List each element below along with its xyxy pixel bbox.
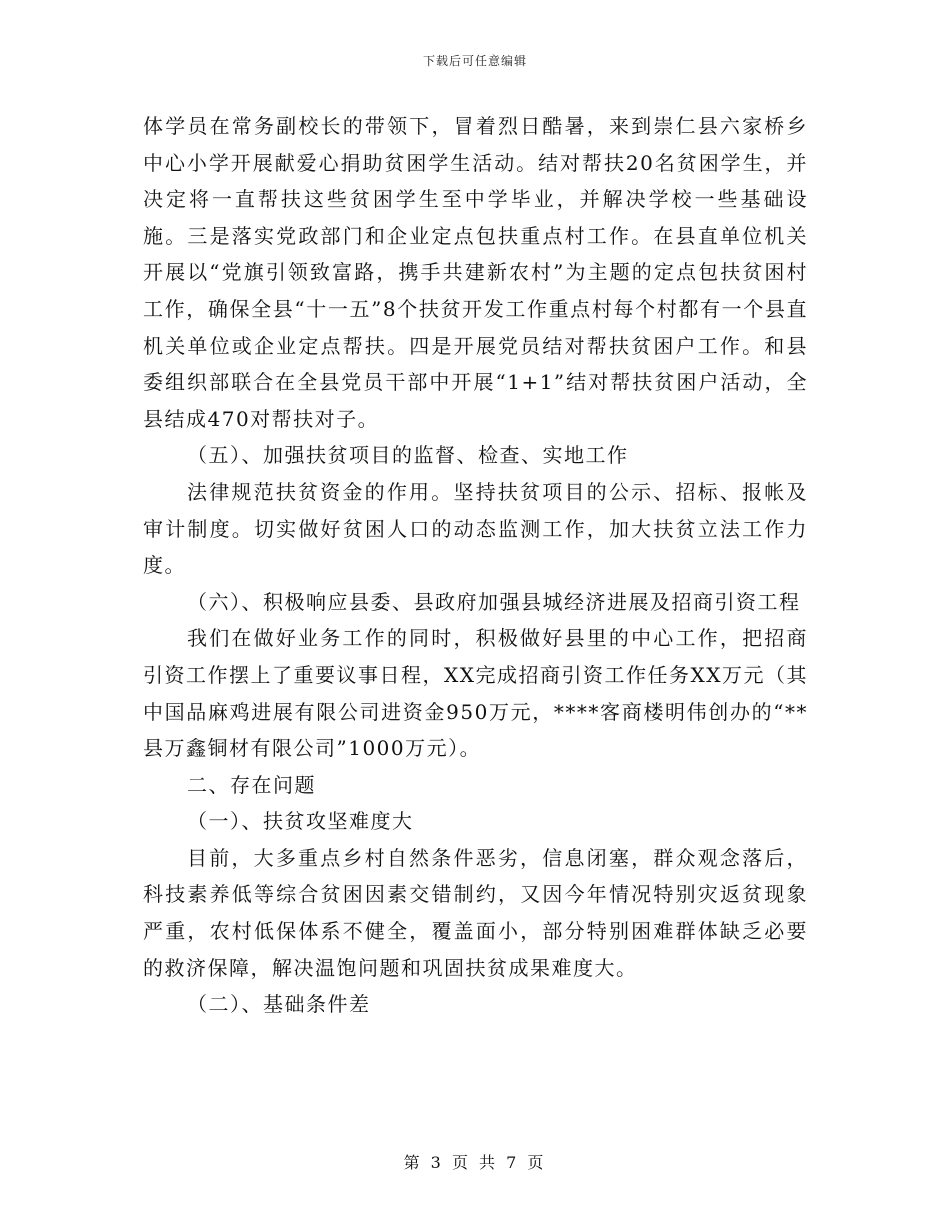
section-heading-problem-2: （二）、基础条件差 [187, 992, 371, 1017]
paragraph-supervision: 法律规范扶贫资金的作用。坚持扶贫项目的公示、招标、报帐及审计制度。切实做好贫困人口的动态监测工作，加大扶贫立法工作力度。 [143, 479, 808, 578]
paragraph-investment: 我们在做好业务工作的同时，积极做好县里的中心工作，把招商引资工作摆上了重要议事日程，XX完成招商引资工作任务XX万元（其中国品麻鸡进展有限公司进资金950万元，****客商楼明伟创办的“**县万鑫铜材有限公司”1000万元）。 [143, 626, 808, 761]
paragraph-difficulty: 目前，大多重点乡村自然条件恶劣，信息闭塞，群众观念落后，科技素养低等综合贫困因素交错制约，又因今年情况特别灾返贫现象严重，农村低保体系不健全，覆盖面小，部分特别困难群体缺乏必要的救济保障，解决温饱问题和巩固扶贫成果难度大。 [143, 845, 808, 980]
paragraph-continuation: 体学员在常务副校长的带领下，冒着烈日酷暑，来到崇仁县六家桥乡中心小学开展献爱心捐助贫困学生活动。结对帮扶20名贫困学生，并决定将一直帮扶这些贫困学生至中学毕业，并解决学校一些基础设施。三是落实党政部门和企业定点包扶重点村工作。在县直单位机关开展以“党旗引领致富路，携手共建新农村”为主题的定点包扶贫困村工作，确保全县“十一五”8个扶贫开发工作重点村每个村都有一个县直机关单位或企业定点帮扶。四是开展党员结对帮扶贫困户工作。和县委组织部联合在全县党员干部中开展“1+1”结对帮扶贫困户活动，全县结成470对帮扶对子。 [143, 114, 808, 431]
section-heading-6: （六）、积极响应县委、县政府加强县城经济进展及招商引资工程 [187, 589, 801, 614]
page-header-note: 下载后可任意编辑 [422, 54, 527, 68]
section-heading-5: （五）、加强扶贫项目的监督、检查、实地工作 [187, 443, 629, 468]
section-heading-problems: 二、存在问题 [187, 772, 316, 797]
document-body [143, 108, 808, 1023]
section-heading-problem-1: （一）、扶贫攻坚难度大 [187, 809, 414, 834]
page-number: 第 3 页 共 7 页 [403, 1153, 547, 1172]
